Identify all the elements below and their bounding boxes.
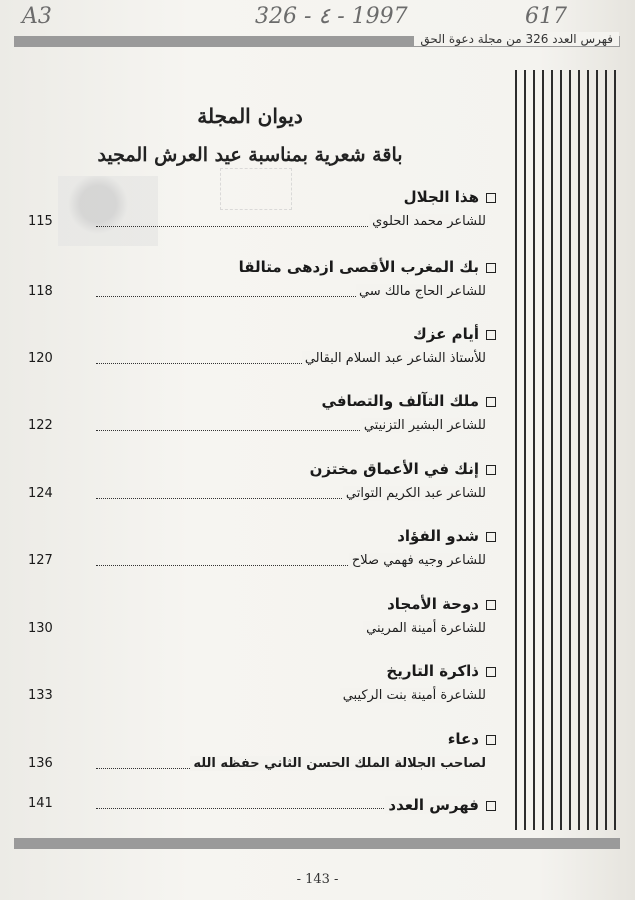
toc-entry-author: للشاعرة أمينة المريني: [363, 621, 486, 636]
toc-entry-line: [28, 688, 486, 706]
checkbox-icon: [486, 667, 496, 677]
toc-entry-title[interactable]: دوحة الأمجاد: [387, 595, 496, 613]
toc-entry[interactable]: [28, 460, 496, 522]
toc-entry[interactable]: [28, 662, 496, 724]
toc-entry-title[interactable]: دعاء: [448, 730, 496, 748]
decorative-vertical-rules: [508, 70, 620, 830]
handwritten-reference: 326 - ٤ - 1997: [255, 4, 408, 29]
toc-entry[interactable]: [28, 527, 496, 589]
toc-entry-title[interactable]: بك المغرب الأقصى ازدهى متالقا: [239, 258, 496, 276]
section-subtitle: باقة شعرية بمناسبة عيد العرش المجيد: [97, 144, 403, 166]
checkbox-icon: [486, 263, 496, 273]
toc-entry-title[interactable]: شدو الفؤاد: [397, 527, 496, 545]
toc-entry-author: للشاعر البشير التزنيتي: [361, 418, 486, 433]
toc-entry-author: للشاعر وجيه فهمي صلاح: [349, 553, 486, 568]
toc-entry-author: للأستاذ الشاعر عبد السلام البقالي: [302, 351, 486, 366]
toc-entry-title[interactable]: هذا الجلال: [404, 188, 496, 206]
toc-entry-page: 115: [28, 214, 53, 229]
toc-entry-title[interactable]: ملك التآلف والتصافي: [322, 392, 496, 410]
checkbox-icon: [486, 330, 496, 340]
handwritten-code: A3: [22, 4, 52, 29]
toc-entry-author: للشاعرة أمينة بنت الركيبي: [340, 688, 486, 703]
toc-entry-author: للشاعر محمد الحلوي: [369, 214, 486, 229]
toc-entry-author: للشاعر الحاج مالك سي: [356, 284, 486, 299]
toc-entry-line: [28, 553, 486, 571]
footer-bar: [14, 838, 620, 849]
toc-entry-page: 141: [28, 796, 53, 811]
toc-entry-title[interactable]: إنك في الأعماق مختزن: [310, 460, 496, 478]
checkbox-icon: [486, 600, 496, 610]
toc-entry[interactable]: [28, 325, 496, 387]
toc-entry-author: لصاحب الجلالة الملك الحسن الثاني حفظه الله: [190, 756, 486, 771]
page-number: - 143 -: [296, 872, 339, 887]
toc-entry[interactable]: [28, 188, 496, 250]
header-caption: فهرس العدد 326 من مجلة دعوة الحق: [414, 32, 619, 46]
handwritten-number: 617: [525, 4, 567, 29]
checkbox-icon: [486, 801, 496, 811]
toc-entry-page: 118: [28, 284, 53, 299]
checkbox-icon: [486, 735, 496, 745]
toc-entry-page: 120: [28, 351, 53, 366]
toc-entry-author: للشاعر عبد الكريم التواتي: [343, 486, 486, 501]
checkbox-icon: [486, 193, 496, 203]
toc-entry-line: [28, 351, 486, 369]
toc-entry-title[interactable]: أيام عزك: [413, 325, 496, 343]
toc-entry-page: 130: [28, 621, 53, 636]
toc-entry-line: [28, 214, 486, 232]
toc-entry-title[interactable]: ذاكرة التاريخ: [386, 662, 496, 680]
checkbox-icon: [486, 532, 496, 542]
toc-entry-page: 124: [28, 486, 53, 501]
toc-entry[interactable]: [28, 730, 496, 792]
checkbox-icon: [486, 397, 496, 407]
toc-entry-line: [28, 418, 486, 436]
toc-entry[interactable]: [28, 258, 496, 320]
toc-entry-line: [28, 621, 486, 639]
toc-entry[interactable]: [28, 392, 496, 454]
toc-entry-page: 127: [28, 553, 53, 568]
toc-entry-title[interactable]: فهرس العدد: [385, 796, 496, 814]
toc-entry-line: [28, 486, 486, 504]
toc-entry[interactable]: [28, 595, 496, 657]
toc-entry-page: 133: [28, 688, 53, 703]
toc-entry-line: [28, 756, 486, 774]
checkbox-icon: [486, 465, 496, 475]
section-title: ديوان المجلة: [197, 104, 303, 128]
toc-entry-page: 136: [28, 756, 53, 771]
toc-entry-page: 122: [28, 418, 53, 433]
toc-entry-line: [28, 284, 486, 302]
